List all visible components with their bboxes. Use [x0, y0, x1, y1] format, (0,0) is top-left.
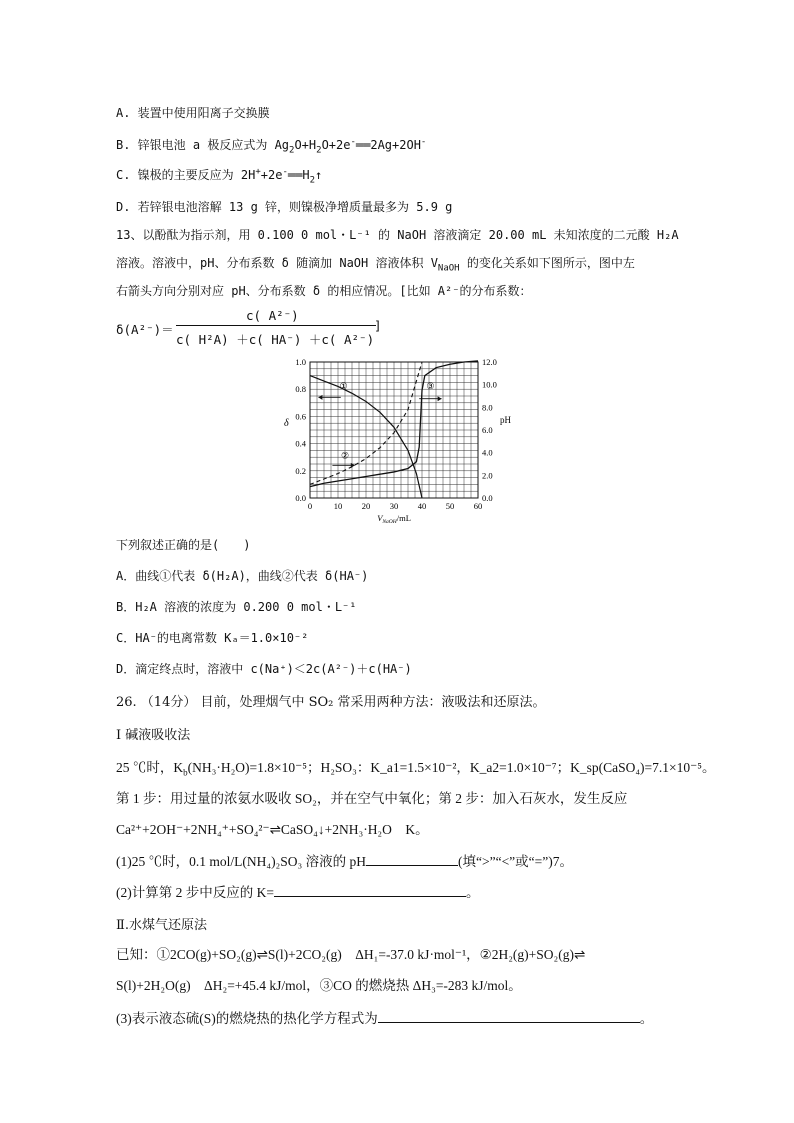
q13-option-a: A．曲线①代表 δ(H₂A)，曲线②代表 δ(HA⁻) — [116, 569, 369, 583]
curve-label-3: ③ — [426, 381, 435, 392]
q13-line1: 13、以酚酞为指示剂，用 0.100 0 mol・L⁻¹ 的 NaOH 溶液滴定 20.00 mL 未知浓度的二元酸 H₂A — [116, 228, 679, 242]
y-right-tick-label: 6.0 — [482, 425, 493, 435]
q12-b-arrow: ══ — [355, 138, 371, 152]
q13-line2-sub: NaOH — [437, 263, 460, 274]
y-left-tick-label: 0.6 — [295, 411, 306, 422]
q12-c-sup: + — [255, 167, 261, 177]
y-right-tick-label: 12.0 — [482, 357, 497, 367]
formula-bar — [176, 325, 376, 326]
q26-known-2: S(l)+2H₂O(g) ΔH₂=+45.4 kJ/mol，③CO 的燃烧热 ΔH₃=-283 kJ/mol。 — [116, 978, 522, 993]
q26-q3-answer-blank[interactable] — [378, 1010, 640, 1023]
q26-q1-answer-blank[interactable] — [366, 853, 458, 866]
q26-q2-answer-blank[interactable] — [274, 884, 466, 897]
x-tick-label: 0 — [307, 501, 313, 511]
q12-c-arrow: ══ — [287, 168, 303, 182]
q12-b-text2: O+H — [294, 138, 317, 152]
q26-question-3 — [116, 1010, 653, 1028]
q26-q1-text: (1)25 ℃时，0.1 mol/L(NH₄)₂SO₃ 溶液的 pH — [116, 854, 366, 869]
q26-constants-rest: (NH₃·H₂O)=1.8×10⁻⁵；H₂SO₃：K_a1=1.5×10⁻²，K_a2=1.0×10⁻⁷；K_sp(CaSO₄)=7.1×10⁻⁵。 — [187, 760, 716, 775]
q26-q3-text2: 。 — [639, 1011, 654, 1026]
q26-question-2 — [116, 884, 479, 902]
q26-question-1 — [116, 853, 573, 871]
y-left-axis-label: δ — [284, 418, 289, 430]
y-right-axis-label: pH — [500, 415, 511, 426]
q13-prompt: 下列叙述正确的是( ) — [116, 538, 251, 552]
y-left-tick-label: 1.0 — [295, 357, 306, 367]
curve-label-1: ① — [339, 381, 348, 392]
q13-option-c: C．HA⁻的电离常数 Kₐ＝1.0×10⁻² — [116, 631, 309, 645]
q26-section-1: Ⅰ 碱液吸收法 — [116, 728, 191, 743]
distribution-coefficient-formula — [116, 308, 386, 350]
q26-section-2: Ⅱ.水煤气还原法 — [116, 918, 207, 933]
y-left-tick-label: 0.4 — [295, 438, 306, 449]
y-right-tick-label: 10.0 — [482, 379, 497, 390]
q12-option-c — [116, 166, 322, 184]
x-tick-label: 50 — [445, 501, 455, 511]
titration-chart — [276, 356, 516, 526]
formula-lhs: δ(A²⁻)＝ — [116, 322, 174, 337]
y-right-tick-label: 0.0 — [482, 493, 493, 503]
q12-b-sub2: 2 — [316, 145, 322, 156]
q12-b-text3: O+2e — [321, 138, 351, 152]
q12-c-text2: +2e — [260, 168, 283, 182]
q26-constants-text: 25 ℃时，K — [116, 760, 184, 775]
y-left-tick-label: 0.0 — [295, 493, 306, 503]
q13-option-b: B．H₂A 溶液的浓度为 0.200 0 mol・L⁻¹ — [116, 600, 357, 614]
q26-constants — [116, 759, 715, 777]
q12-c-text: C. 镍极的主要反应为 2H — [116, 168, 256, 182]
formula-denominator: c( H²A) ＋c( HA⁻) ＋c( A²⁻) — [176, 332, 375, 347]
q13-line2-text: 溶液。溶液中，pH、分布系数 δ 随滴加 NaOH 溶液体积 V — [116, 256, 438, 270]
q12-option-b — [116, 136, 426, 154]
q12-b-sup2: - — [420, 137, 427, 147]
q12-c-text3: H — [302, 168, 310, 182]
y-right-tick-label: 4.0 — [482, 447, 493, 458]
q12-option-a: A. 装置中使用阳离子交换膜 — [116, 106, 270, 120]
q26-q3-text: (3)表示液态硫(S)的燃烧热的热化学方程式为 — [116, 1011, 378, 1026]
q13-line3: 右箭头方向分别对应 pH、分布系数 δ 的相应情况。[比如 A²⁻的分布系数： — [116, 284, 532, 298]
chart-grid — [310, 362, 478, 498]
formula-close-bracket: ] — [374, 318, 382, 333]
q12-b-text4: 2Ag+2OH — [370, 138, 421, 152]
q26-steps: 第 1 步：用过量的浓氨水吸收 SO₂，并在空气中氧化；第 2 步：加入石灰水，发生反应 — [116, 791, 628, 806]
q12-c-uparrow: ↑ — [315, 168, 323, 182]
q12-b-text: B. 锌银电池 a 极反应式为 Ag — [116, 138, 290, 152]
x-axis-label: $V_{NaOH}/mL$ — [377, 513, 411, 525]
q12-option-d: D. 若锌银电池溶解 13 g 锌，则镍极净增质量最多为 5.9 g — [116, 200, 453, 214]
y-right-tick-label: 8.0 — [482, 402, 493, 413]
q12-c-sub: 2 — [309, 175, 315, 186]
q12-b-sub: 2 — [289, 145, 295, 156]
x-tick-label: 40 — [417, 501, 427, 511]
q13-option-d: D．滴定终点时，溶液中 c(Na⁺)＜2c(A²⁻)＋c(HA⁻) — [116, 662, 412, 676]
q26-q2-text2: 。 — [465, 885, 480, 900]
formula-numerator: c( A²⁻) — [246, 308, 299, 323]
q12-c-sup2: - — [282, 167, 288, 177]
q13-line2 — [116, 254, 635, 272]
x-tick-label: 10 — [333, 501, 343, 511]
y-left-tick-label: 0.8 — [295, 384, 306, 395]
arrow-head — [438, 396, 442, 401]
curve-label-2: ② — [340, 450, 350, 461]
arrow-head — [318, 395, 322, 400]
q26-known-1: 已知：①2CO(g)+SO₂(g)⇌S(l)+2CO₂(g) ΔH₁=-37.0 kJ·mol⁻¹，②2H₂(g)+SO₂(g)⇌ — [116, 947, 586, 962]
q26-q2-text: (2)计算第 2 步中反应的 K= — [116, 885, 274, 900]
y-left-tick-label: 0.2 — [295, 465, 306, 476]
q26-kb-sub: b — [183, 767, 188, 778]
x-tick-label: 30 — [389, 501, 399, 511]
q13-line2-text2: 的变化关系如下图所示，图中左 — [459, 256, 635, 270]
x-tick-label: 20 — [361, 501, 371, 511]
q12-b-sup: - — [350, 137, 356, 147]
q26-q1-text2: (填“>”“<”或“=”)7。 — [457, 854, 574, 869]
x-tick-label: 60 — [473, 501, 483, 511]
q26-reaction: Ca²⁺+2OH⁻+2NH₄⁺+SO₄²⁻⇌CaSO₄↓+2NH₃·H₂O K。 — [116, 822, 429, 837]
arrow-head — [351, 463, 355, 468]
y-right-tick-label: 2.0 — [482, 470, 493, 481]
q26-title: 26. （14分） 目前，处理烟气中 SO₂ 常采用两种方法：液吸法和还原法。 — [116, 695, 546, 710]
